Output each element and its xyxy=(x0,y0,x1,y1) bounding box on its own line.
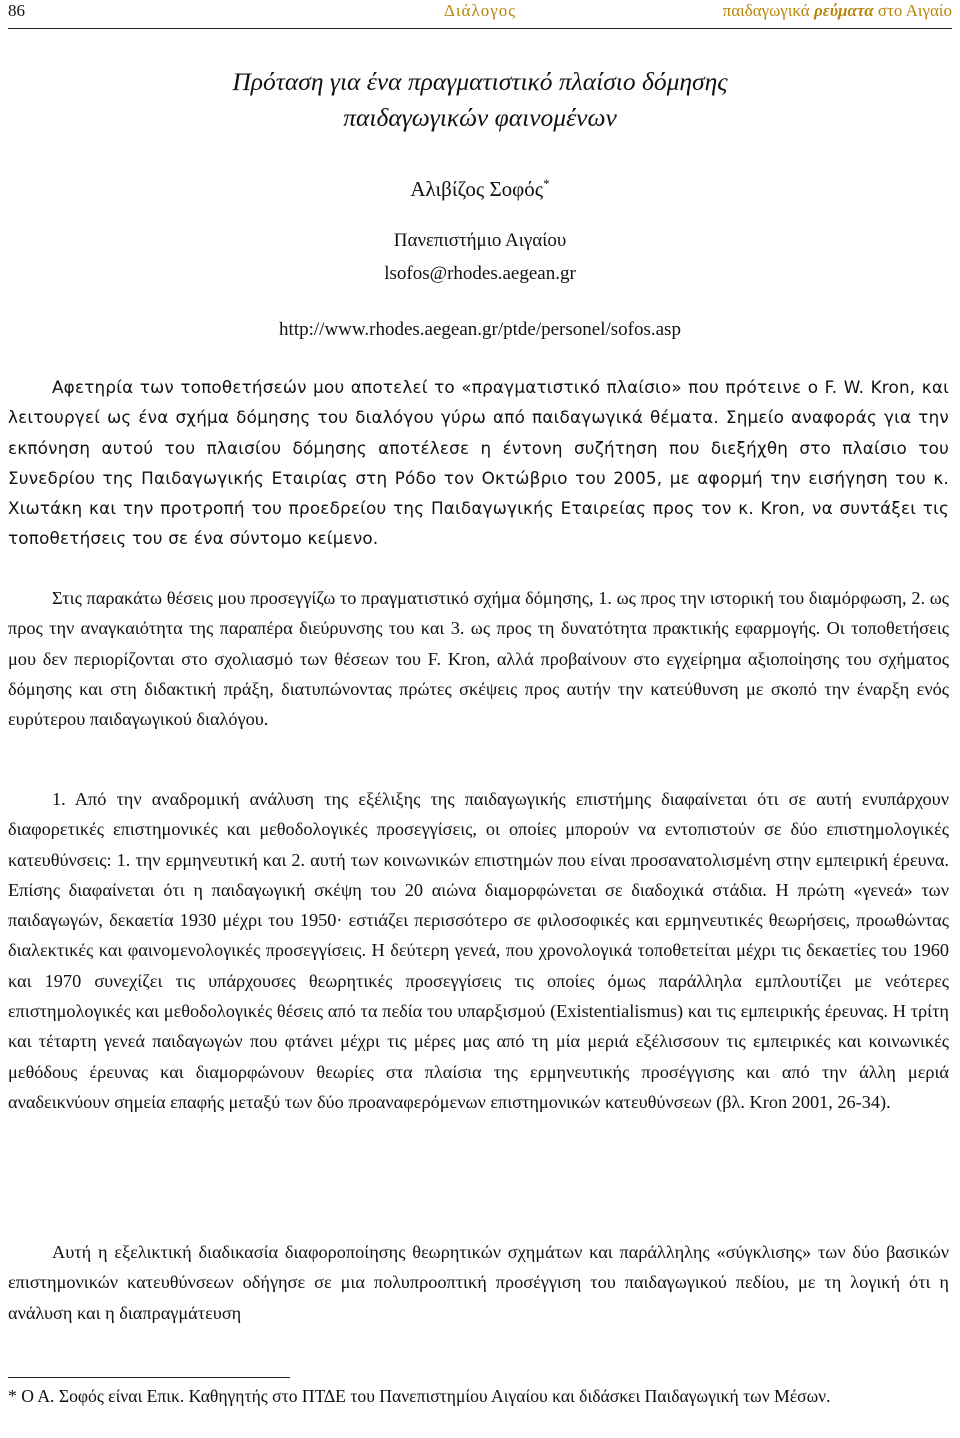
journal-title: Διάλογος xyxy=(444,1,516,20)
title-line-1: Πρόταση για ένα πραγματιστικό πλαίσιο δόμησης xyxy=(232,67,728,96)
series-after: στο Αιγαίο xyxy=(873,1,952,20)
author-footnote-mark: * xyxy=(543,176,550,191)
title-line-2: παιδαγωγικών φαινομένων xyxy=(343,103,617,132)
series-before: παιδαγωγικά xyxy=(722,1,814,20)
author-footnote: * Ο Α. Σοφός είναι Επικ. Καθηγητής στο ΠΤΔΕ του Πανεπιστημίου Αιγαίου και διδάσκει Παιδαγωγική των Μέσων. xyxy=(8,1386,831,1406)
intro-paragraph: Στις παρακάτω θέσεις μου προσεγγίζω το πραγματιστικό σχήμα δόμησης, 1. ως προς την ιστορική του διαμόρφωση, 2. ως προς την αναγκαιότητα της παραπέρα διεύρυνσης του και 3. ως προς τη δυνατότητα πρακτικής εφαρμογής. Οι τοποθετήσεις μου δεν περιορίζονται στο σχολιασμό των θέσεων του F. Kron, αλλά προβαίνουν στο εγχείρημα αξιοποίησης του σχήματος δόμησης και στη διδακτική πράξη, διατυπώνοντας πρώτες σκέψεις προς αυτήν την κατεύθυνση με σκοπό την έναρξη ενός ευρύτερου παιδαγωγικού διαλόγου. xyxy=(8,588,949,730)
abstract-paragraph: Αφετηρία των τοποθετήσεών μου αποτελεί το «πραγματιστικό πλαίσιο» που πρότεινε ο F. W. Kron, και λειτουργεί ως ένα σχήμα δόμησης του διαλόγου γύρω από παιδαγωγικά θέματα. Σημείο αναφοράς για την εκπόνηση αυτού του πλαισίου δόμησης αποτέλεσε η έντονη συζήτηση που διεξήχθη στο πλαίσιο του Συνεδρίου της Παιδαγωγικής Εταιρίας στη Ρόδο τον Οκτώβριο του 2005, με αφορμή την εισήγηση του κ. Χιωτάκη και την προτροπή του προεδρείου της Παιδαγωγικής Εταιρείας προς τον κ. Kron, να συντάξει τις τοποθετήσεις του σε ένα σύντομο κείμενο. xyxy=(8,377,949,549)
running-header xyxy=(8,0,952,29)
author-name xyxy=(0,170,960,203)
author-email: lsofos@rhodes.aegean.gr xyxy=(384,263,576,284)
section-1-paragraph: 1. Από την αναδρομική ανάλυση της εξέλιξης της παιδαγωγικής επιστήμης διαφαίνεται ότι σε αυτή ενυπάρχουν διαφορετικές επιστημονικές και μεθοδολογικές προσεγγίσεις, οι οποίες μπορούν να εντοπιστούν σε δύο επιστημολογικές κατευθύνσεις: 1. την ερμηνευτική και 2. αυτή των κοινωνικών επιστημών που είναι προσανατολισμένη στην εμπειρική έρευνα. Επίσης διαφαίνεται ότι η παιδαγωγική σκέψη του 20 αιώνα διαμορφώνεται σε διαδοχικά στάδια. Η πρώτη «γενεά» των παιδαγωγών, δεκαετία 1930 μέχρι του 1950· εστιάζει περισσότερο σε φιλοσοφικές και ερμηνευτικές θεωρήσεις, προωθώντας διαλεκτικές και φαινομενολογικές προσεγγίσεις. Η δεύτερη γενεά, που χρονολογικά τοποθετείται μέχρι τις δεκαετίες του 1960 και 1970 συνεχίζει τις υπάρχουσες θεωρητικές προσεγγίσεις τις οποίες όμως παράλληλα εμπλουτίζει με νεότερες επιστημολογικές και μεθοδολογικές θέσεις από τα πεδία του υπαρξισμού (Existentialismus) και τις εμπειρικής έρευνας. Η τρίτη και τέταρτη γενεά παιδαγωγών που φτάνει μέχρι τις μέρες μας από τη μία μεριά εξέλισσουν τις εμπειρικές και κοινωνικές μεθόδους έρευνας και διαμορφώνουν θεωρίες στα πλαίσια της ερμηνευτικής προσέγγισης και από την άλλη μεριά αναδεικνύουν σημεία επαφής μεταξύ των δύο προαναφερόμενων επιστημονικών κατευθύνσεων (βλ. Kron 2001, 26-34). xyxy=(8,789,949,1112)
article-title xyxy=(0,64,960,136)
series-title xyxy=(723,0,952,22)
author-url: http://www.rhodes.aegean.gr/ptde/personel/sofos.asp xyxy=(279,319,681,340)
closing-paragraph: Αυτή η εξελικτική διαδικασία διαφοροποίησης θεωρητικών σχημάτων και παράλληλης «σύγκλισης» των δύο βασικών επιστημονικών κατευθύνσεων οδήγησε σε μια πολυπροοπτική προσέγγιση του παιδαγωγικού πεδίου, με τη λογική ότι η ανάλυση και η διαπραγμάτευση xyxy=(8,1242,949,1323)
author-name-text: Αλιβίζος Σοφός xyxy=(410,177,544,201)
footnote-divider xyxy=(8,1377,290,1378)
page-number: 86 xyxy=(8,1,25,20)
author-affiliation: Πανεπιστήμιο Αιγαίου xyxy=(393,230,567,251)
series-emphasis: ρεύματα xyxy=(813,1,874,20)
